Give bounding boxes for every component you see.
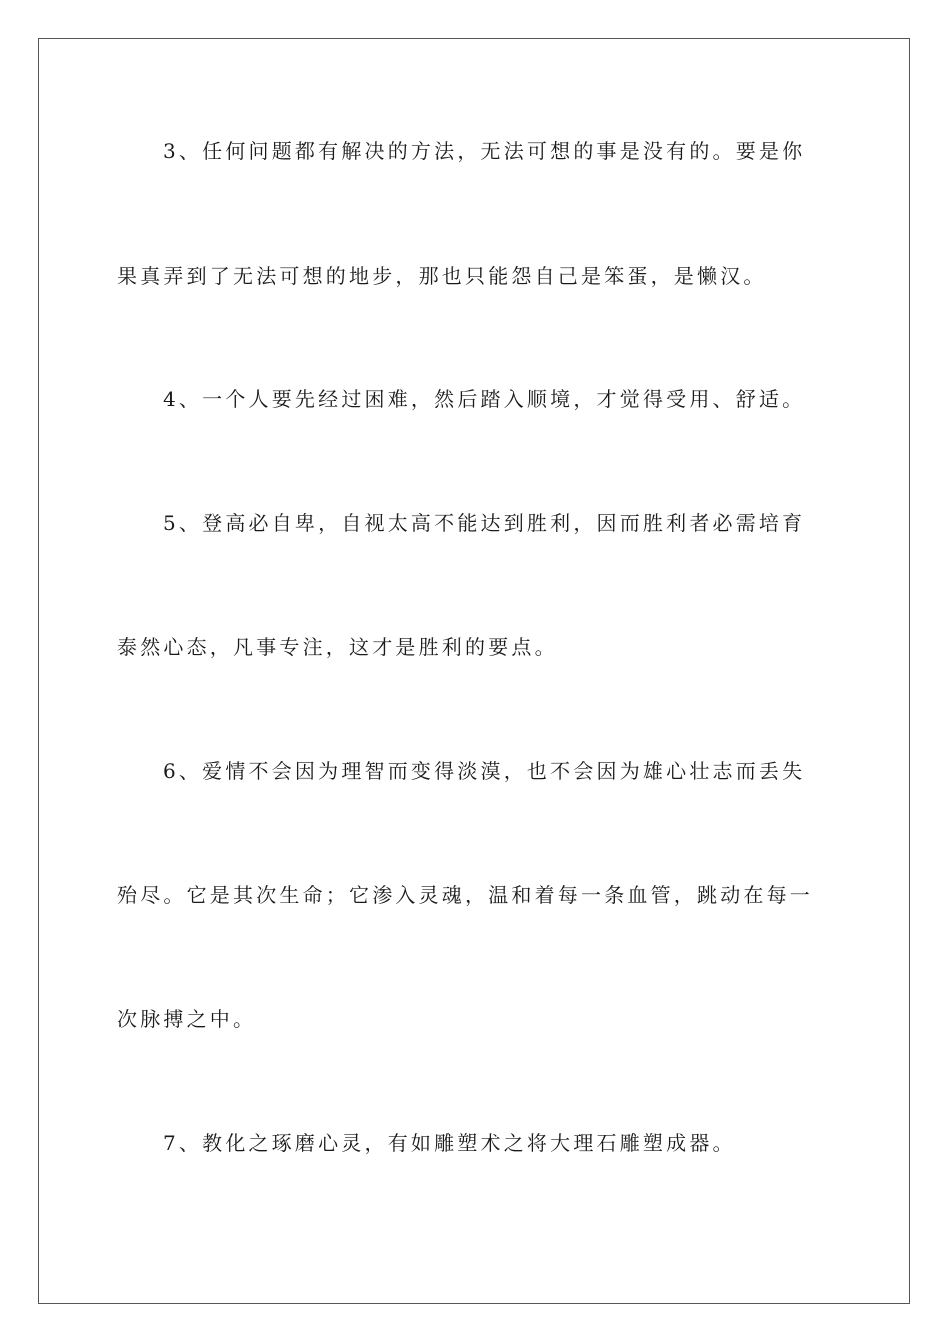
quote-5-line-1: 5、登高必自卑，自视太高不能达到胜利，因而胜利者必需培育 [163, 511, 806, 535]
quote-6-line-1: 6、爱情不会因为理智而变得淡漠，也不会因为雄心壮志而丢失 [163, 759, 806, 783]
quote-6-line-2: 殆尽。它是其次生命；它渗入灵魂，温和着每一条血管，跳动在每一 [117, 883, 813, 907]
quote-4-line-1: 4、一个人要先经过困难，然后踏入顺境，才觉得受用、舒适。 [163, 387, 806, 411]
quote-5-line-2: 泰然心态，凡事专注，这才是胜利的要点。 [117, 635, 558, 659]
page-border [38, 38, 910, 1304]
quote-6-line-3: 次脉搏之中。 [117, 1007, 257, 1031]
quote-3-line-1: 3、任何问题都有解决的方法，无法可想的事是没有的。要是你 [163, 139, 806, 163]
quote-7-line-1: 7、教化之琢磨心灵，有如雕塑术之将大理石雕塑成器。 [163, 1131, 736, 1155]
quote-3-line-2: 果真弄到了无法可想的地步，那也只能怨自己是笨蛋，是懒汉。 [117, 264, 767, 288]
